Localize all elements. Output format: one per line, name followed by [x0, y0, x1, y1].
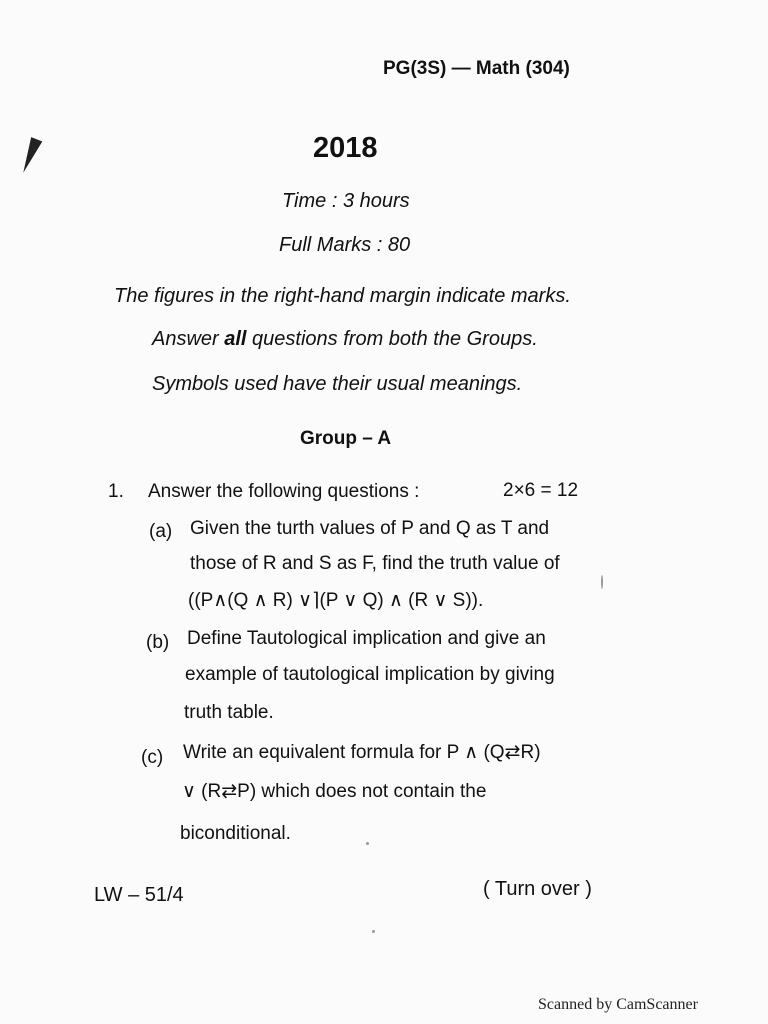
turn-over-note: ( Turn over ) — [483, 878, 592, 900]
part-b-line: Define Tautological implication and give an — [187, 628, 546, 649]
instruction-symbols: Symbols used have their usual meanings. — [152, 373, 523, 395]
question-text: Answer the following questions : — [148, 481, 420, 502]
scan-speck — [366, 842, 369, 845]
part-b-line: example of tautological implication by giving — [185, 664, 555, 685]
instruction-text: Answer — [152, 328, 225, 350]
part-c-label: (c) — [141, 747, 164, 768]
part-a-formula: ((P∧(Q ∧ R) ∨⌉(P ∨ Q) ∧ (R ∨ S)). — [188, 590, 484, 611]
question-number: 1. — [108, 481, 124, 502]
question-marks: 2×6 = 12 — [503, 480, 579, 501]
part-c-line: Write an equivalent formula for P ∧ (Q⇄R) — [183, 742, 541, 763]
instruction-marks: The figures in the right-hand margin indicate marks. — [114, 285, 571, 307]
time-line: Time : 3 hours — [282, 190, 410, 212]
instruction-text: questions from both the Groups. — [246, 328, 538, 350]
scan-speck — [372, 930, 375, 933]
part-a-line: those of R and S as F, find the truth value of — [190, 553, 560, 574]
camscanner-watermark: Scanned by CamScanner — [538, 996, 698, 1013]
part-a-line: Given the turth values of P and Q as T and — [190, 518, 550, 539]
full-marks-line: Full Marks : 80 — [279, 234, 411, 256]
scan-mark — [18, 137, 43, 175]
part-b-line: truth table. — [184, 702, 274, 723]
group-heading: Group – A — [300, 428, 392, 449]
part-b-label: (b) — [146, 632, 170, 653]
exam-year: 2018 — [313, 132, 378, 164]
scan-speck — [601, 575, 603, 589]
part-c-line: ∨ (R⇄P) which does not contain the — [182, 781, 487, 802]
instruction-bold-all: all — [224, 328, 247, 350]
part-c-line: biconditional. — [180, 823, 291, 844]
footer-code: LW – 51/4 — [94, 884, 184, 906]
paper-code: PG(3S) — Math (304) — [383, 58, 570, 79]
part-a-label: (a) — [149, 521, 173, 542]
instruction-answer-all — [152, 328, 538, 351]
